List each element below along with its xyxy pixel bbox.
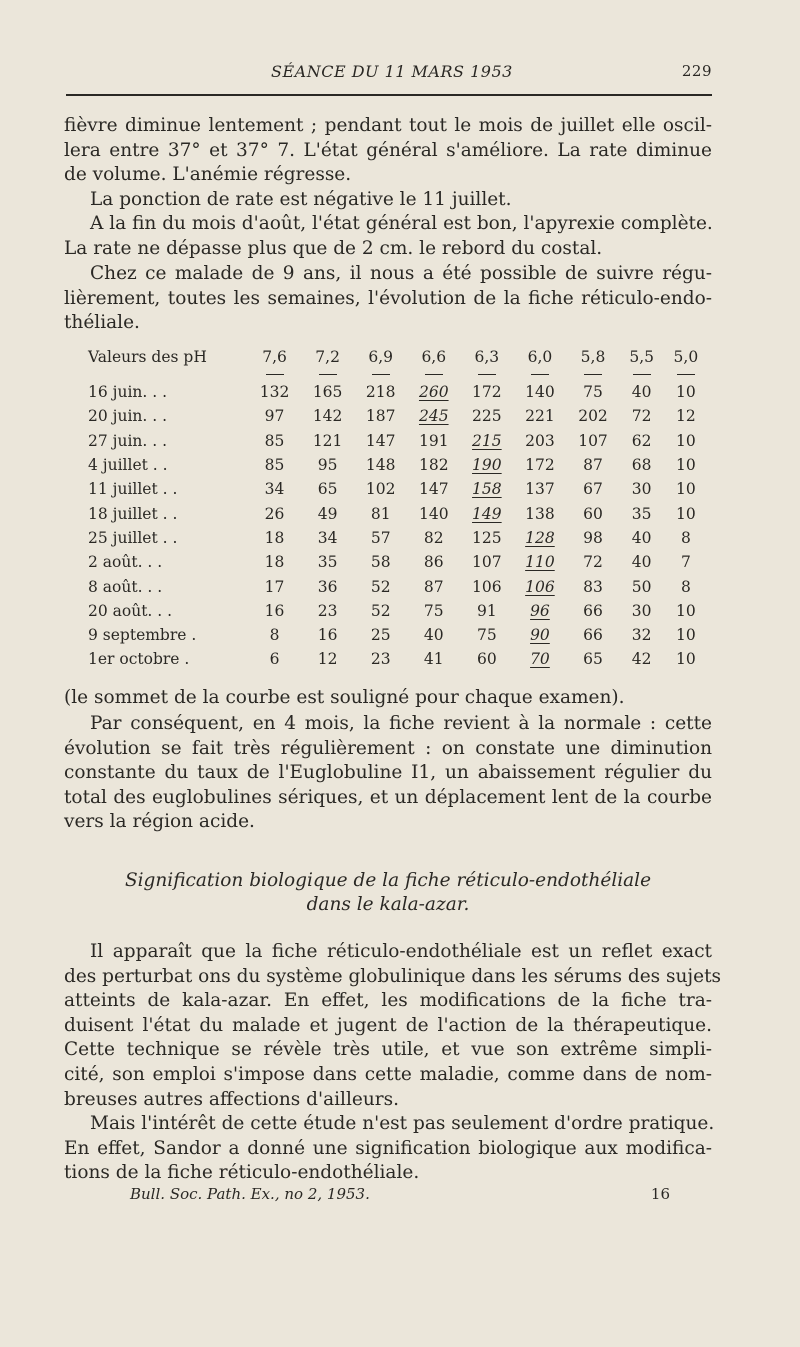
value-cell: 191 bbox=[418, 431, 449, 450]
header-dash-row bbox=[88, 370, 708, 380]
text-line: Mais l'intérêt de cette étude n'est pas seulement d'ordre pratique. bbox=[90, 1113, 715, 1134]
row-date-label: 1er octobre . bbox=[88, 650, 190, 669]
value-cell: 98 bbox=[583, 528, 603, 547]
value-cell: 203 bbox=[525, 431, 555, 450]
value-cell: 10 bbox=[676, 650, 696, 669]
value-cell: 85 bbox=[264, 456, 285, 475]
table-row bbox=[88, 501, 708, 525]
ph-column-header: 5,8 bbox=[580, 348, 606, 366]
value-cell: 87 bbox=[583, 456, 603, 475]
paragraph-ponction bbox=[64, 188, 712, 213]
value-cell: 97 bbox=[264, 407, 285, 426]
value-cell: 142 bbox=[312, 407, 343, 426]
peak-value-cell: 128 bbox=[525, 528, 555, 547]
value-cell: 138 bbox=[525, 504, 555, 523]
row-date-label: 8 août. . . bbox=[88, 577, 163, 596]
value-cell: 10 bbox=[676, 456, 696, 475]
value-cell: 42 bbox=[631, 650, 652, 669]
text-line: constante du taux de l'Euglobuline I1, un abaissement régulier du bbox=[64, 762, 712, 784]
ph-column-header: 6,9 bbox=[368, 348, 394, 366]
paragraph-note bbox=[64, 686, 712, 711]
table-row bbox=[88, 647, 708, 671]
text-line: La rate ne dépasse plus que de 2 cm. le rebord du costal. bbox=[64, 237, 603, 259]
row-date-label: 2 août. . . bbox=[88, 553, 163, 572]
dash-mark bbox=[584, 374, 602, 375]
value-cell: 91 bbox=[476, 601, 497, 620]
text-line: Cette technique se révèle très utile, et vue son extrême simpli- bbox=[64, 1039, 712, 1061]
section-title-line: Signification biologique de la fiche réticulo-endothéliale bbox=[124, 870, 652, 891]
paragraph-intro bbox=[64, 114, 712, 188]
value-cell: 72 bbox=[631, 407, 652, 426]
ph-column-header: 5,5 bbox=[629, 348, 654, 366]
page-number: 229 bbox=[681, 62, 712, 80]
text-line: cité, son emploi s'impose dans cette maladie, comme dans de nom- bbox=[64, 1063, 712, 1085]
text-line: En effet, Sandor a donné une signification biologique aux modifica- bbox=[64, 1137, 712, 1159]
value-cell: 50 bbox=[631, 577, 652, 596]
value-cell: 75 bbox=[583, 383, 603, 402]
table-row bbox=[88, 404, 708, 428]
ph-column-header: 7,6 bbox=[262, 348, 287, 366]
value-cell: 60 bbox=[476, 650, 497, 669]
section-title-line: dans le kala-azar. bbox=[306, 894, 470, 915]
table-row bbox=[88, 550, 708, 574]
value-cell: 10 bbox=[676, 504, 696, 523]
value-cell: 121 bbox=[312, 431, 343, 450]
value-cell: 10 bbox=[676, 626, 696, 645]
value-cell: 30 bbox=[631, 480, 652, 499]
ph-column-header: 5,0 bbox=[673, 348, 699, 366]
table-row bbox=[88, 380, 708, 404]
value-cell: 40 bbox=[423, 626, 444, 645]
value-cell: 23 bbox=[370, 650, 391, 669]
text-line: tions de la fiche réticulo-endothéliale. bbox=[64, 1162, 420, 1184]
dash-mark bbox=[677, 374, 695, 375]
text-line: Il apparaît que la fiche réticulo-endothéliale est un reflet exact bbox=[90, 941, 712, 962]
value-cell: 30 bbox=[631, 601, 652, 620]
value-cell: 36 bbox=[317, 577, 338, 596]
dash-mark bbox=[266, 374, 284, 375]
value-cell: 16 bbox=[264, 601, 285, 620]
section-title bbox=[64, 869, 712, 917]
value-cell: 107 bbox=[578, 431, 608, 450]
value-cell: 106 bbox=[472, 577, 502, 596]
peak-value-cell: 158 bbox=[472, 480, 502, 499]
text-line: lera entre 37° et 37° 7. L'état général s'améliore. La rate diminue bbox=[64, 139, 712, 161]
peak-value-cell: 149 bbox=[472, 504, 502, 523]
table-header-row bbox=[88, 344, 708, 370]
header-rule bbox=[66, 94, 712, 96]
value-cell: 8 bbox=[269, 626, 280, 645]
value-cell: 147 bbox=[418, 480, 449, 499]
value-cell: 12 bbox=[676, 407, 696, 426]
text-line: théliale. bbox=[64, 312, 140, 334]
dash-mark bbox=[319, 374, 337, 375]
value-cell: 8 bbox=[680, 577, 691, 596]
row-date-label: 20 juin. . . bbox=[88, 407, 168, 426]
dash-mark bbox=[478, 374, 496, 375]
value-cell: 6 bbox=[269, 650, 280, 669]
value-cell: 85 bbox=[264, 431, 285, 450]
text-line: fièvre diminue lentement ; pendant tout le mois de juillet elle oscil- bbox=[64, 115, 712, 136]
row-date-label: 20 août. . . bbox=[88, 601, 173, 620]
sheet-number: 16 bbox=[650, 1185, 670, 1203]
row-date-label: 18 juillet . . bbox=[88, 504, 178, 523]
value-cell: 75 bbox=[476, 626, 497, 645]
row-date-label: 9 septembre . bbox=[88, 626, 197, 645]
text-line: (le sommet de la courbe est souligné pour chaque examen). bbox=[64, 687, 625, 708]
text-line: évolution se fait très régulièrement : on constate une diminution bbox=[64, 737, 712, 759]
value-cell: 83 bbox=[583, 577, 603, 596]
table-body bbox=[88, 380, 708, 672]
peak-value-cell: 190 bbox=[472, 456, 502, 475]
table-row bbox=[88, 526, 708, 550]
table-header-label: Valeurs des pH bbox=[88, 348, 207, 366]
row-date-label: 4 juillet . . bbox=[88, 456, 168, 475]
value-cell: 10 bbox=[676, 480, 696, 499]
value-cell: 57 bbox=[370, 528, 391, 547]
value-cell: 18 bbox=[264, 553, 285, 572]
dash-mark bbox=[372, 374, 390, 375]
value-cell: 12 bbox=[317, 650, 338, 669]
text-line: atteints de kala-azar. En effet, les modifications de la fiche tra- bbox=[64, 990, 712, 1012]
value-cell: 40 bbox=[631, 553, 652, 572]
value-cell: 137 bbox=[525, 480, 555, 499]
text-line: duisent l'état du malade et jugent de l'action de la thérapeutique. bbox=[64, 1014, 712, 1036]
peak-value-cell: 70 bbox=[530, 650, 550, 669]
value-cell: 66 bbox=[583, 626, 603, 645]
value-cell: 95 bbox=[317, 456, 338, 475]
header-title: SÉANCE DU 11 MARS 1953 bbox=[271, 62, 513, 81]
value-cell: 7 bbox=[680, 553, 691, 572]
value-cell: 26 bbox=[264, 504, 285, 523]
ph-column-header: 6,0 bbox=[527, 348, 553, 366]
ph-column-header: 6,6 bbox=[421, 348, 447, 366]
value-cell: 32 bbox=[631, 626, 652, 645]
ph-column-header: 6,3 bbox=[474, 348, 500, 366]
value-cell: 40 bbox=[631, 383, 652, 402]
dash-mark bbox=[633, 374, 651, 375]
value-cell: 187 bbox=[365, 407, 396, 426]
value-cell: 125 bbox=[472, 528, 502, 547]
value-cell: 58 bbox=[370, 553, 391, 572]
peak-value-cell: 90 bbox=[530, 626, 550, 645]
value-cell: 23 bbox=[317, 601, 338, 620]
value-cell: 34 bbox=[264, 480, 285, 499]
value-cell: 165 bbox=[312, 383, 343, 402]
value-cell: 65 bbox=[583, 650, 603, 669]
value-cell: 140 bbox=[525, 383, 555, 402]
value-cell: 81 bbox=[370, 504, 391, 523]
table-row bbox=[88, 623, 708, 647]
page-footer bbox=[130, 1185, 670, 1203]
row-date-label: 27 juin. . . bbox=[88, 431, 168, 450]
value-cell: 10 bbox=[676, 431, 696, 450]
text-line: La ponction de rate est négative le 11 juillet. bbox=[90, 189, 512, 210]
value-cell: 148 bbox=[365, 456, 396, 475]
value-cell: 40 bbox=[631, 528, 652, 547]
peak-value-cell: 110 bbox=[525, 553, 555, 572]
value-cell: 66 bbox=[583, 601, 603, 620]
value-cell: 147 bbox=[365, 431, 396, 450]
value-cell: 132 bbox=[259, 383, 290, 402]
value-cell: 221 bbox=[525, 407, 555, 426]
value-cell: 35 bbox=[631, 504, 652, 523]
table-row bbox=[88, 453, 708, 477]
text-line: total des euglobulines sériques, et un déplacement lent de la courbe bbox=[64, 786, 712, 808]
value-cell: 34 bbox=[317, 528, 338, 547]
value-cell: 140 bbox=[418, 504, 449, 523]
value-cell: 182 bbox=[418, 456, 449, 475]
value-cell: 52 bbox=[370, 577, 391, 596]
value-cell: 72 bbox=[583, 553, 603, 572]
value-cell: 10 bbox=[676, 601, 696, 620]
paragraph-malade bbox=[64, 262, 712, 336]
value-cell: 49 bbox=[317, 504, 338, 523]
peak-value-cell: 106 bbox=[525, 577, 555, 596]
value-cell: 62 bbox=[631, 431, 652, 450]
value-cell: 67 bbox=[583, 480, 603, 499]
text-line: Par conséquent, en 4 mois, la fiche revient à la normale : cette bbox=[90, 713, 712, 734]
value-cell: 87 bbox=[423, 577, 444, 596]
peak-value-cell: 96 bbox=[530, 601, 550, 620]
paragraph-consequence bbox=[64, 712, 712, 835]
ph-data-table bbox=[88, 344, 708, 672]
value-cell: 172 bbox=[472, 383, 502, 402]
text-line: vers la région acide. bbox=[64, 811, 255, 833]
value-cell: 25 bbox=[370, 626, 391, 645]
value-cell: 35 bbox=[317, 553, 338, 572]
paragraph-interet bbox=[64, 1112, 715, 1186]
value-cell: 8 bbox=[680, 528, 691, 547]
table-row bbox=[88, 429, 708, 453]
text-line: Chez ce malade de 9 ans, il nous a été possible de suivre régu- bbox=[90, 263, 712, 284]
value-cell: 202 bbox=[578, 407, 608, 426]
peak-value-cell: 260 bbox=[418, 383, 449, 402]
paragraph-fin-aout bbox=[64, 212, 712, 261]
dash-mark bbox=[425, 374, 443, 375]
row-date-label: 16 juin. . . bbox=[88, 383, 168, 402]
value-cell: 18 bbox=[264, 528, 285, 547]
value-cell: 225 bbox=[472, 407, 502, 426]
text-line: lièrement, toutes les semaines, l'évolution de la fiche réticulo-endo- bbox=[64, 287, 712, 309]
value-cell: 75 bbox=[423, 601, 444, 620]
value-cell: 17 bbox=[264, 577, 285, 596]
value-cell: 107 bbox=[472, 553, 502, 572]
text-line: A la fin du mois d'août, l'état général est bon, l'apyrexie complète. bbox=[90, 213, 713, 234]
text-line: des perturbat ons du système globulinique dans les sérums des sujets bbox=[64, 965, 722, 987]
peak-value-cell: 245 bbox=[418, 407, 449, 426]
value-cell: 102 bbox=[365, 480, 396, 499]
row-date-label: 11 juillet . . bbox=[88, 480, 178, 499]
value-cell: 65 bbox=[317, 480, 338, 499]
value-cell: 60 bbox=[583, 504, 603, 523]
value-cell: 10 bbox=[676, 383, 696, 402]
value-cell: 41 bbox=[423, 650, 444, 669]
value-cell: 172 bbox=[525, 456, 555, 475]
peak-value-cell: 215 bbox=[472, 431, 502, 450]
text-line: de volume. L'anémie régresse. bbox=[64, 164, 352, 186]
row-date-label: 25 juillet . . bbox=[88, 528, 178, 547]
ph-column-header: 7,2 bbox=[315, 348, 340, 366]
value-cell: 68 bbox=[631, 456, 652, 475]
value-cell: 82 bbox=[423, 528, 444, 547]
value-cell: 218 bbox=[365, 383, 396, 402]
table-row bbox=[88, 477, 708, 501]
value-cell: 52 bbox=[370, 601, 391, 620]
table-row bbox=[88, 574, 708, 598]
paragraph-apparait bbox=[64, 940, 722, 1112]
value-cell: 86 bbox=[423, 553, 444, 572]
footer-citation: Bull. Soc. Path. Ex., no 2, 1953. bbox=[130, 1185, 370, 1203]
table-row bbox=[88, 599, 708, 623]
text-line: breuses autres affections d'ailleurs. bbox=[64, 1088, 399, 1110]
dash-mark bbox=[531, 374, 549, 375]
value-cell: 16 bbox=[317, 626, 338, 645]
